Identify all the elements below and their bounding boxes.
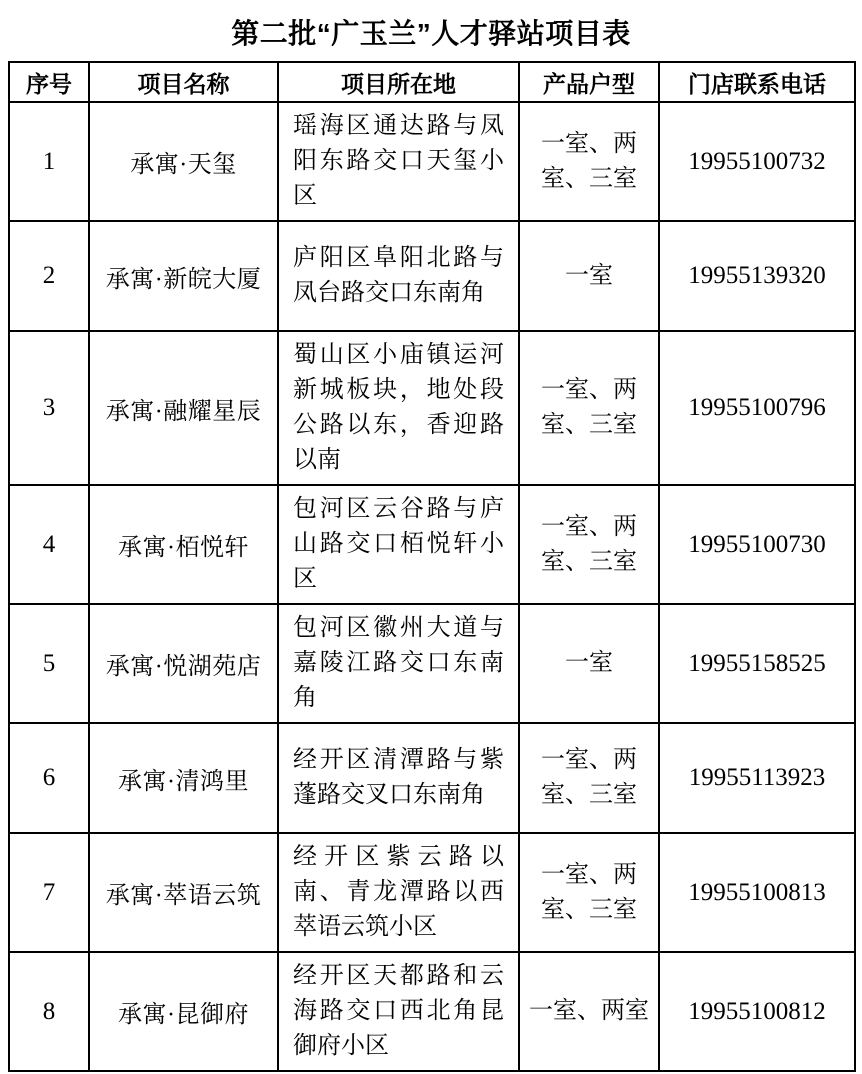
table-row (9, 331, 855, 485)
cell-serial-number: 6 (9, 723, 89, 833)
table-row (9, 723, 855, 833)
cell-serial-number: 1 (9, 102, 89, 221)
cell-contact-phone: 19955100730 (659, 485, 855, 604)
cell-contact-phone: 19955100732 (659, 102, 855, 221)
cell-product-layout: 一室、两室、三室 (519, 833, 659, 952)
cell-product-layout: 一室、两室、三室 (519, 331, 659, 485)
table-row (9, 485, 855, 604)
cell-contact-phone: 19955100796 (659, 331, 855, 485)
cell-location: 瑶海区通达路与凤阳东路交口天玺小区 (278, 102, 519, 221)
table-row (9, 604, 855, 723)
cell-product-layout: 一室 (519, 221, 659, 331)
cell-project-name: 承寓·栢悦轩 (89, 485, 278, 604)
cell-product-layout: 一室、两室 (519, 952, 659, 1071)
cell-serial-number: 4 (9, 485, 89, 604)
cell-location: 经开区天都路和云海路交口西北角昆御府小区 (278, 952, 519, 1071)
page-title: 第二批“广玉兰”人才驿站项目表 (231, 18, 631, 49)
cell-serial-number: 5 (9, 604, 89, 723)
column-header-phone: 门店联系电话 (659, 62, 855, 102)
cell-location: 包河区云谷路与庐山路交口栢悦轩小区 (278, 485, 519, 604)
project-table (8, 61, 856, 1072)
cell-project-name: 承寓·融耀星辰 (89, 331, 278, 485)
table-row (9, 221, 855, 331)
cell-contact-phone: 19955100813 (659, 833, 855, 952)
cell-contact-phone: 19955139320 (659, 221, 855, 331)
cell-location: 经开区清潭路与紫蓬路交叉口东南角 (278, 723, 519, 833)
cell-serial-number: 3 (9, 331, 89, 485)
cell-serial-number: 2 (9, 221, 89, 331)
cell-location: 包河区徽州大道与嘉陵江路交口东南角 (278, 604, 519, 723)
cell-contact-phone: 19955100812 (659, 952, 855, 1071)
cell-product-layout: 一室、两室、三室 (519, 485, 659, 604)
cell-project-name: 承寓·悦湖苑店 (89, 604, 278, 723)
cell-location: 庐阳区阜阳北路与凤台路交口东南角 (278, 221, 519, 331)
cell-project-name: 承寓·昆御府 (89, 952, 278, 1071)
cell-location: 蜀山区小庙镇运河新城板块，地处段公路以东，香迎路以南 (278, 331, 519, 485)
cell-project-name: 承寓·清鸿里 (89, 723, 278, 833)
column-header-layout: 产品户型 (519, 62, 659, 102)
column-header-location: 项目所在地 (278, 62, 519, 102)
column-header-no: 序号 (9, 62, 89, 102)
table-row (9, 952, 855, 1071)
cell-product-layout: 一室 (519, 604, 659, 723)
cell-location: 经开区紫云路以南、青龙潭路以西萃语云筑小区 (278, 833, 519, 952)
column-header-name: 项目名称 (89, 62, 278, 102)
cell-serial-number: 8 (9, 952, 89, 1071)
cell-contact-phone: 19955158525 (659, 604, 855, 723)
cell-product-layout: 一室、两室、三室 (519, 723, 659, 833)
table-row (9, 833, 855, 952)
table-header-row (9, 62, 855, 102)
cell-product-layout: 一室、两室、三室 (519, 102, 659, 221)
cell-project-name: 承寓·天玺 (89, 102, 278, 221)
cell-contact-phone: 19955113923 (659, 723, 855, 833)
table-row (9, 102, 855, 221)
cell-serial-number: 7 (9, 833, 89, 952)
cell-project-name: 承寓·新皖大厦 (89, 221, 278, 331)
cell-project-name: 承寓·萃语云筑 (89, 833, 278, 952)
table-body (9, 102, 855, 1071)
